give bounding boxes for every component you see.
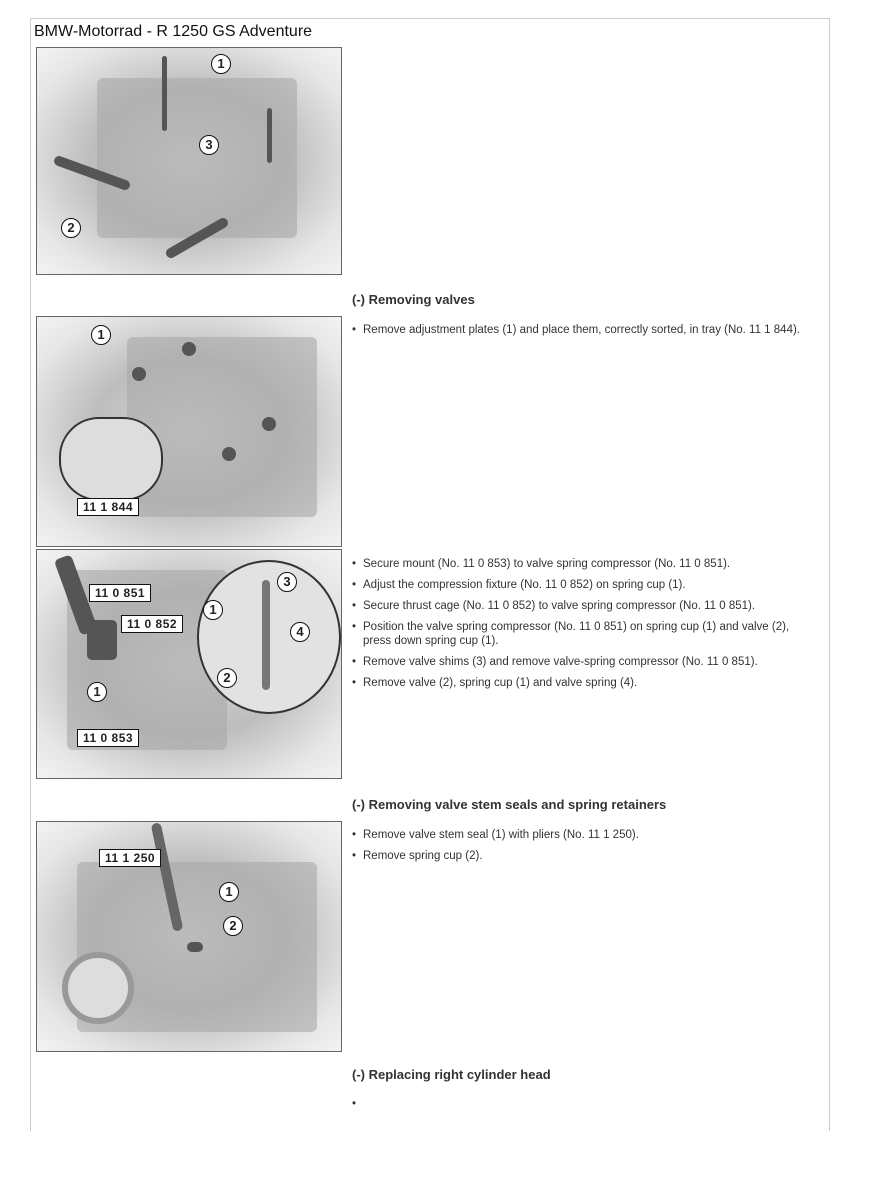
step-list [352,557,812,697]
step-item: • Secure thrust cage (No. 11 0 852) to valve spring compressor (No. 11 0 851). [352,599,812,613]
section-heading-valve-stem-seals: (-) Removing valve stem seals and spring retainers [352,797,667,812]
tool-tag-11-0-851: 11 0 851 [89,584,151,602]
callout-3: 3 [199,135,219,155]
step-list [352,828,812,870]
step-item: • Remove valve (2), spring cup (1) and valve spring (4). [352,676,812,690]
callout-4: 4 [290,622,310,642]
tool-tag-tray: 11 1 844 [77,498,139,516]
callout-2: 2 [217,668,237,688]
step-item: • Remove spring cup (2). [352,849,812,863]
step-list [352,323,812,344]
callout-3: 3 [277,572,297,592]
figure-valve-stem-seal-pliers [36,821,342,1052]
section-heading-removing-valves: (-) Removing valves [352,292,475,307]
step-item: • Remove adjustment plates (1) and place them, correctly sorted, in tray (No. 11 1 844). [352,323,812,337]
step-item: • Remove valve shims (3) and remove valve-spring compressor (No. 11 0 851). [352,655,812,669]
figure-valve-spring-compressor [36,549,342,779]
callout-1: 1 [91,325,111,345]
tool-tag-pliers: 11 1 250 [99,849,161,867]
callout-1: 1 [87,682,107,702]
callout-1: 1 [203,600,223,620]
step-item: • Remove valve stem seal (1) with pliers (No. 11 1 250). [352,828,812,842]
step-list [352,1097,812,1104]
step-item: • Adjust the compression fixture (No. 11 0 852) on spring cup (1). [352,578,812,592]
document-title: BMW-Motorrad - R 1250 GS Adventure [34,23,313,40]
callout-1: 1 [219,882,239,902]
tool-tag-11-0-852: 11 0 852 [121,615,183,633]
step-item: • Position the valve spring compressor (No. 11 0 851) on spring cup (1) and valve (2), press down spring cup (1). [352,620,812,648]
callout-2: 2 [223,916,243,936]
section-heading-replacing-cylinder-head: (-) Replacing right cylinder head [352,1067,551,1082]
figure-cylinder-head-pins [36,47,342,275]
tool-tag-11-0-853: 11 0 853 [77,729,139,747]
callout-1: 1 [211,54,231,74]
callout-2: 2 [61,218,81,238]
figure-adjustment-plates [36,316,342,547]
step-item: • Secure mount (No. 11 0 853) to valve spring compressor (No. 11 0 851). [352,557,812,571]
